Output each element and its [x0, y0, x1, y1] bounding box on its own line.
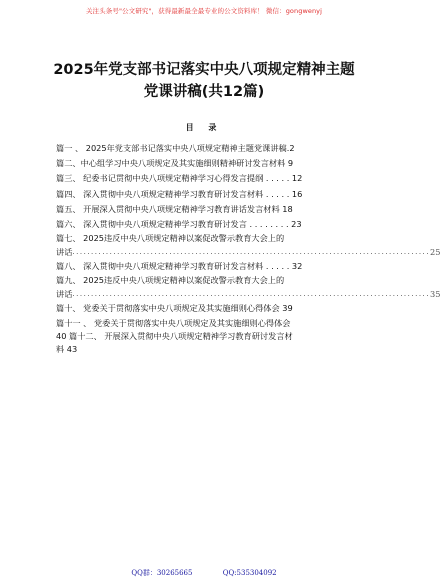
toc-entry[interactable]: 40 篇十二、 开展深入贯彻中央八项规定精神学习教育研讨发言材: [56, 330, 293, 341]
leader-dots: ................................................................................................: [72, 290, 430, 299]
toc-page-number: 25: [430, 247, 440, 258]
toc-entry-continuation[interactable]: [56, 287, 440, 301]
toc-entry-lead: 讲话: [56, 247, 73, 258]
toc-entry[interactable]: 篇三、 纪委书记贯彻中央八项规定精神学习心得发言提纲 . . . . . 12: [56, 173, 303, 184]
toc-entry[interactable]: 篇一 、 2025年党支部书记落实中央八项规定精神主题党课讲稿.2: [56, 143, 295, 153]
toc-entry[interactable]: 篇四、 深入贯彻中央八项规定精神学习教育研讨发言材料 . . . . . 16: [56, 188, 303, 199]
document-title-line-2: 党课讲稿(共12篇): [143, 84, 265, 100]
document-title-line-1: 2025年党支部书记落实中央八项规定精神主题: [53, 62, 355, 78]
header-banner: 关注头条号"公文研究"，获得最新最全最专业的公文资料库！ 微信：gongwenyj: [85, 7, 323, 15]
table-of-contents: [56, 141, 440, 356]
footer-qq: QQ:535304092: [222, 569, 277, 577]
toc-entry[interactable]: 篇五、 开展深入贯彻中央八项规定精神学习教育讲话发言材料 18: [56, 203, 293, 214]
toc-entry[interactable]: 篇八、 深入贯彻中央八项规定精神学习教育研讨发言材料 . . . . . 32: [56, 261, 303, 272]
leader-dots: ................................................................................................: [72, 248, 430, 257]
toc-entry-lead: 讲话: [56, 289, 73, 300]
toc-entry[interactable]: 篇十、 党委关于贯彻落实中央八项规定及其实施细则心得体会 39: [56, 303, 293, 314]
toc-entry[interactable]: 篇十一 、 党委关于贯彻落实中央八项规定及其实施细则心得体会: [56, 317, 291, 328]
toc-entry-continuation[interactable]: [56, 245, 440, 259]
toc-page-number: 35: [430, 289, 440, 300]
toc-entry[interactable]: 篇七、 2025违反中央八项规定精神以案促改警示教育大会上的: [56, 233, 285, 244]
toc-entry[interactable]: 篇九、 2025违反中央八项规定精神以案促改警示教育大会上的: [56, 275, 285, 286]
toc-entry[interactable]: 篇二、中心组学习中央八项规定及其实施细则精神研讨发言材料 9: [56, 158, 294, 169]
toc-heading: 目 录: [185, 123, 223, 132]
footer-qq-group: QQ群：30265665: [131, 569, 193, 577]
toc-entry[interactable]: 篇六、 深入贯彻中央八项规定精神学习教育研讨发言 . . . . . . . . 23: [56, 218, 302, 229]
footer-contact: [0, 568, 408, 578]
toc-entry[interactable]: 料 43: [56, 343, 78, 354]
